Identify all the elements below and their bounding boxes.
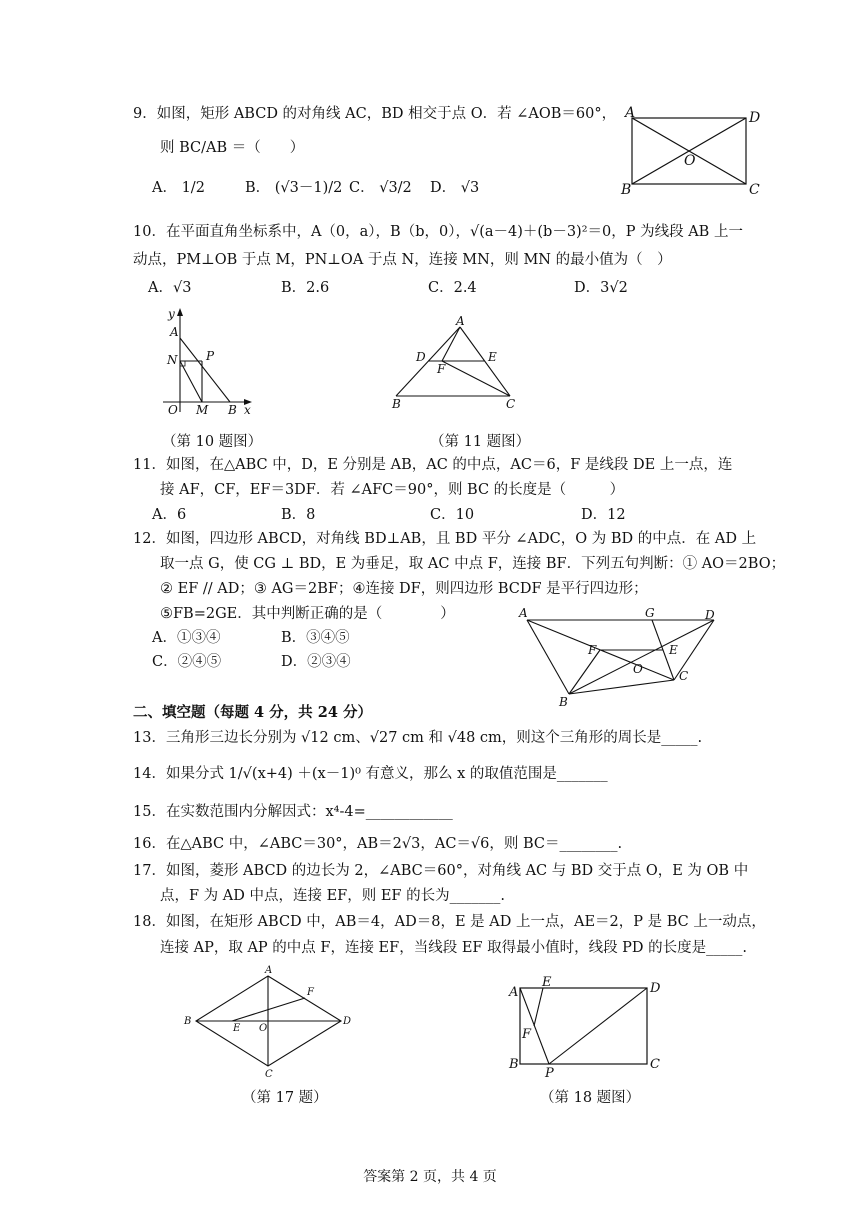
q18-line2: 连接 AP，取 AP 的中点 F，连接 EF，当线段 EF 取得最小值时，线段 PD 的长度是_____. [160, 940, 748, 956]
q11-label-c: C [506, 397, 516, 411]
q9-label-d: D [749, 110, 761, 126]
q10-label-p: P [206, 349, 215, 363]
q10-label-b: B [228, 403, 237, 417]
q11-label-e: E [488, 350, 497, 364]
q13-line: 13．三角形三边长分别为 √12 cm、√27 cm 和 √48 cm，则这个三角形的周长是_____. [133, 730, 703, 746]
q18-label-b: B [509, 1057, 519, 1072]
q18-caption: （第 18 题图） [540, 1090, 641, 1106]
q11-option-c: C．10 [430, 507, 475, 523]
q17-label-a: A [265, 965, 273, 976]
q18-line1: 18．如图，在矩形 ABCD 中，AB＝4，AD＝8，E 是 AD 上一点，AE＝2，P 是 BC 上一动点， [133, 914, 766, 930]
q9-line2: 则 BC/AB ＝（ ） [160, 140, 305, 156]
q9-line1: 9．如图，矩形 ABCD 的对角线 AC，BD 相交于点 O．若 ∠AOB＝60°， [133, 106, 617, 122]
q10-option-a: A．√3 [148, 280, 192, 296]
q10-line2: 动点，PM⊥OB 于点 M，PN⊥OA 于点 N，连接 MN，则 MN 的最小值为（ ） [133, 252, 672, 268]
q17-caption: （第 17 题） [242, 1090, 328, 1106]
q9-label-b: B [621, 182, 632, 198]
q12-label-c: C [679, 669, 689, 683]
q11-label-d: D [416, 350, 426, 364]
q11-option-b: B．8 [281, 507, 316, 523]
q11-label-a: A [456, 314, 465, 328]
q17-label-f: F [307, 987, 314, 998]
q12-label-g: G [645, 606, 655, 620]
q12-label-a: A [519, 606, 528, 620]
q12-line2: 取一点 G，使 CG ⊥ BD，E 为垂足，取 AC 中点 F，连接 BF．下列五句判断：① AO＝2BO； [160, 556, 786, 572]
q10-label-o: O [168, 403, 178, 417]
q11-label-b: B [392, 397, 401, 411]
q11-line2: 接 AF，CF，EF＝3DF．若 ∠AFC＝90°，则 BC 的长度是（ ） [160, 482, 625, 498]
q11-label-f: F [437, 362, 446, 376]
q12-label-b: B [559, 695, 568, 709]
q9-option-c: C． √3/2 [349, 180, 412, 196]
q10-option-d: D．3√2 [574, 280, 628, 296]
q11-option-d: D．12 [581, 507, 626, 523]
q17-label-d: D [343, 1016, 352, 1027]
q18-label-e: E [542, 975, 552, 990]
q16-line: 16．在△ABC 中，∠ABC＝30°，AB＝2√3，AC＝√6，则 BC＝________. [133, 836, 623, 852]
q9-label-o: O [684, 153, 696, 169]
q17-line2: 点，F 为 AD 中点，连接 EF，则 EF 的长为_______. [160, 888, 505, 904]
q10-option-b: B．2.6 [281, 280, 330, 296]
q17-label-c: C [265, 1069, 273, 1080]
q9-label-c: C [749, 182, 760, 198]
q12-label-o: O [633, 662, 643, 676]
q10-caption: （第 10 题图） [162, 434, 263, 450]
q10-label-m: M [196, 403, 209, 417]
section-heading-fill-in: 二、填空题（每题 4 分，共 24 分） [133, 704, 372, 721]
q18-label-p: P [545, 1066, 554, 1081]
q12-option-c: C．②④⑤ [152, 654, 222, 670]
q17-label-e: E [233, 1023, 241, 1034]
q17-label-b: B [184, 1016, 192, 1027]
q10-option-c: C．2.4 [428, 280, 477, 296]
q9-option-a: A． 1/2 [152, 180, 205, 196]
q12-option-d: D．②③④ [281, 654, 351, 670]
q12-label-d: D [705, 608, 715, 622]
q12-line3: ② EF // AD；③ AG＝2BF；④连接 DF，则四边形 BCDF 是平行四边形； [160, 581, 648, 597]
q12-label-e: E [669, 643, 678, 657]
q10-label-n: N [167, 353, 178, 367]
q12-line4: ⑤FB=2GE．其中判断正确的是（ ） [160, 606, 455, 622]
q18-label-f: F [522, 1027, 532, 1042]
q12-option-b: B．③④⑤ [281, 630, 350, 646]
q10-line1: 10．在平面直角坐标系中，A（0，a），B（b，0），√(a－4)＋(b－3)²＝0，P 为线段 AB 上一 [133, 224, 743, 240]
q14-line: 14．如果分式 1/√(x+4) ＋(x－1)⁰ 有意义，那么 x 的取值范围是_______ [133, 766, 608, 782]
q9-label-a: A [625, 105, 636, 121]
q17-line1: 17．如图，菱形 ABCD 的边长为 2，∠ABC＝60°，对角线 AC 与 BD 交于点 O，E 为 OB 中 [133, 863, 749, 879]
q15-line: 15．在实数范围内分解因式：x⁴-4=____________ [133, 804, 453, 820]
q11-line1: 11．如图，在△ABC 中，D，E 分别是 AB，AC 的中点，AC＝6，F 是线段 DE 上一点，连 [133, 457, 733, 473]
q9-option-b: B． (√3－1)/2 [245, 180, 343, 196]
q12-option-a: A．①③④ [152, 630, 221, 646]
q10-label-y: y [168, 307, 175, 321]
q18-label-c: C [650, 1057, 660, 1072]
q12-label-f: F [588, 643, 597, 657]
q11-caption: （第 11 题图） [430, 434, 531, 450]
q12-line1: 12．如图，四边形 ABCD，对角线 BD⊥AB，且 BD 平分 ∠ADC，O 为 BD 的中点．在 AD 上 [133, 531, 757, 547]
q11-option-a: A．6 [152, 507, 187, 523]
q18-label-a: A [509, 985, 519, 1000]
q10-label-x: x [244, 403, 251, 417]
q17-label-o: O [259, 1023, 268, 1034]
q10-label-a: A [170, 325, 179, 339]
q9-option-d: D． √3 [430, 180, 480, 196]
page-footer: 答案第 2 页，共 4 页 [363, 1169, 497, 1185]
q18-label-d: D [650, 981, 661, 996]
